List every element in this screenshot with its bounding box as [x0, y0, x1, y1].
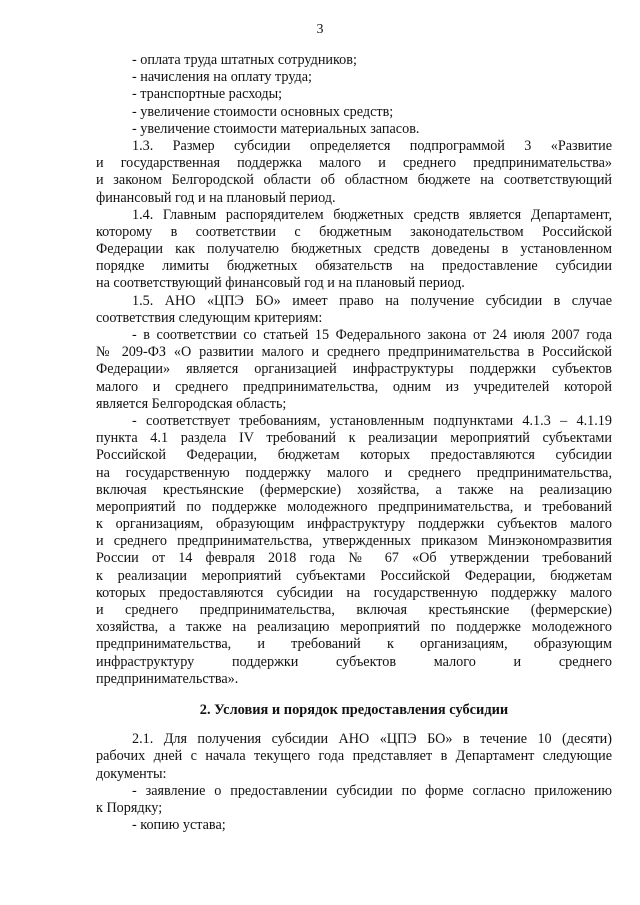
paragraph-1-3 [96, 138, 612, 207]
paragraph-line: инфраструктуру поддержки субъектов малого и среднего [96, 653, 612, 670]
paragraph-line: включая крестьянские (фермерские) хозяйства, а также на реализацию [96, 481, 612, 498]
paragraph-line: малого и среднего предпринимательства, одним из учредителей которой [96, 378, 612, 395]
paragraph-line: порядке лимиты бюджетных обязательств на предоставление субсидии [96, 258, 612, 275]
paragraph-line: Российской Федерации, бюджетам которых предоставляются субсидии [96, 447, 612, 464]
paragraph-line: предпринимательства». [96, 670, 239, 687]
paragraph-line: и среднего предпринимательства, утвержденных приказом Минэкономразвития [96, 533, 612, 550]
list-item: - начисления на оплату труда; [132, 69, 312, 86]
paragraph-line: Федерации» является организацией инфраструктуры поддержки субъектов [96, 361, 612, 378]
paragraph-line: 1.3. Размер субсидии определяется подпрограммой 3 «Развитие [132, 137, 612, 154]
paragraph-line: на государственную поддержку малого и среднего предпринимательства, [96, 464, 612, 481]
paragraph-1-4 [96, 207, 612, 293]
paragraph-line: финансовый год и на плановый период. [96, 189, 336, 206]
list-item: - оплата труда штатных сотрудников; [132, 52, 357, 68]
list-item: - увеличение стоимости основных средств; [132, 103, 394, 120]
paragraph-line: и среднего предпринимательства, включая крестьянские (фермерские) [96, 602, 612, 618]
paragraph-line: которых предоставляются субсидии на государственную поддержку малого [96, 584, 612, 601]
list-item: - копию устава; [132, 817, 226, 834]
paragraph-line: № 209-ФЗ «О развитии малого и среднего предпринимательства в Российской [96, 344, 612, 361]
list-item: к Порядку; [96, 799, 163, 816]
paragraph-line: и государственная поддержка малого и среднего предпринимательства» [96, 155, 612, 172]
paragraph-line: к организациям, образующим инфраструктуру поддержки субъектов малого [96, 516, 612, 533]
paragraph-line: 1.5. АНО «ЦПЭ БО» имеет право на получение субсидии в случае [132, 292, 612, 309]
paragraph-1-5 [96, 293, 612, 327]
paragraph-line: является Белгородская область; [96, 395, 287, 412]
paragraph-line: к реализации мероприятий субъектами Российской Федерации, бюджетам [96, 567, 612, 584]
paragraph-line: 2.1. Для получения субсидии АНО «ЦПЭ БО» в течение 10 (десяти) [132, 731, 612, 748]
paragraph-line: на соответствующий финансовый год и на плановый период. [96, 275, 465, 292]
documents-list [96, 783, 612, 835]
criterion-2 [96, 413, 612, 688]
list-item: - увеличение стоимости материальных запасов. [132, 120, 420, 137]
paragraph-line: хозяйства, а также на реализацию мероприятий по поддержке молодежного [96, 619, 612, 636]
paragraph-line: - в соответствии со статьей 15 Федерального закона от 24 июля 2007 года [132, 327, 612, 343]
section-2-heading: 2. Условия и порядок предоставления субсидии [199, 701, 509, 718]
page-number: 3 [316, 22, 324, 37]
expense-list [96, 52, 612, 138]
paragraph-line: рабочих дней с начала текущего года представляет в Департамент следующие [96, 748, 612, 765]
list-item: - транспортные расходы; [132, 86, 283, 103]
paragraph-line: предпринимательства, и требований к организациям, образующим [96, 636, 612, 653]
paragraph-line: 1.4. Главным распорядителем бюджетных средств является Департамент, [132, 206, 612, 223]
paragraph-line: соответствия следующим критериям: [96, 309, 323, 326]
paragraph-line: пункта 4.1 раздела IV требований к реализации мероприятий субъектами [96, 430, 612, 447]
list-item: - заявление о предоставлении субсидии по форме согласно приложению [132, 782, 612, 799]
document-body [96, 52, 612, 834]
paragraph-line: и законом Белгородской области об областном бюджете на соответствующий [96, 172, 612, 189]
paragraph-line: России от 14 февраля 2018 года № 67 «Об утверждении требований [96, 550, 612, 567]
criterion-1 [96, 327, 612, 413]
paragraph-line: которому в соответствии с бюджетным законодательством Российской [96, 223, 612, 240]
paragraph-line: Федерации как получателю бюджетных средств доведены в установленном [96, 241, 612, 258]
paragraph-line: документы: [96, 765, 167, 782]
paragraph-line: - соответствует требованиям, установленным подпунктами 4.1.3 – 4.1.19 [132, 412, 612, 429]
paragraph-2-1 [96, 731, 612, 783]
paragraph-line: мероприятий по поддержке молодежного предпринимательства, и требований [96, 498, 612, 515]
